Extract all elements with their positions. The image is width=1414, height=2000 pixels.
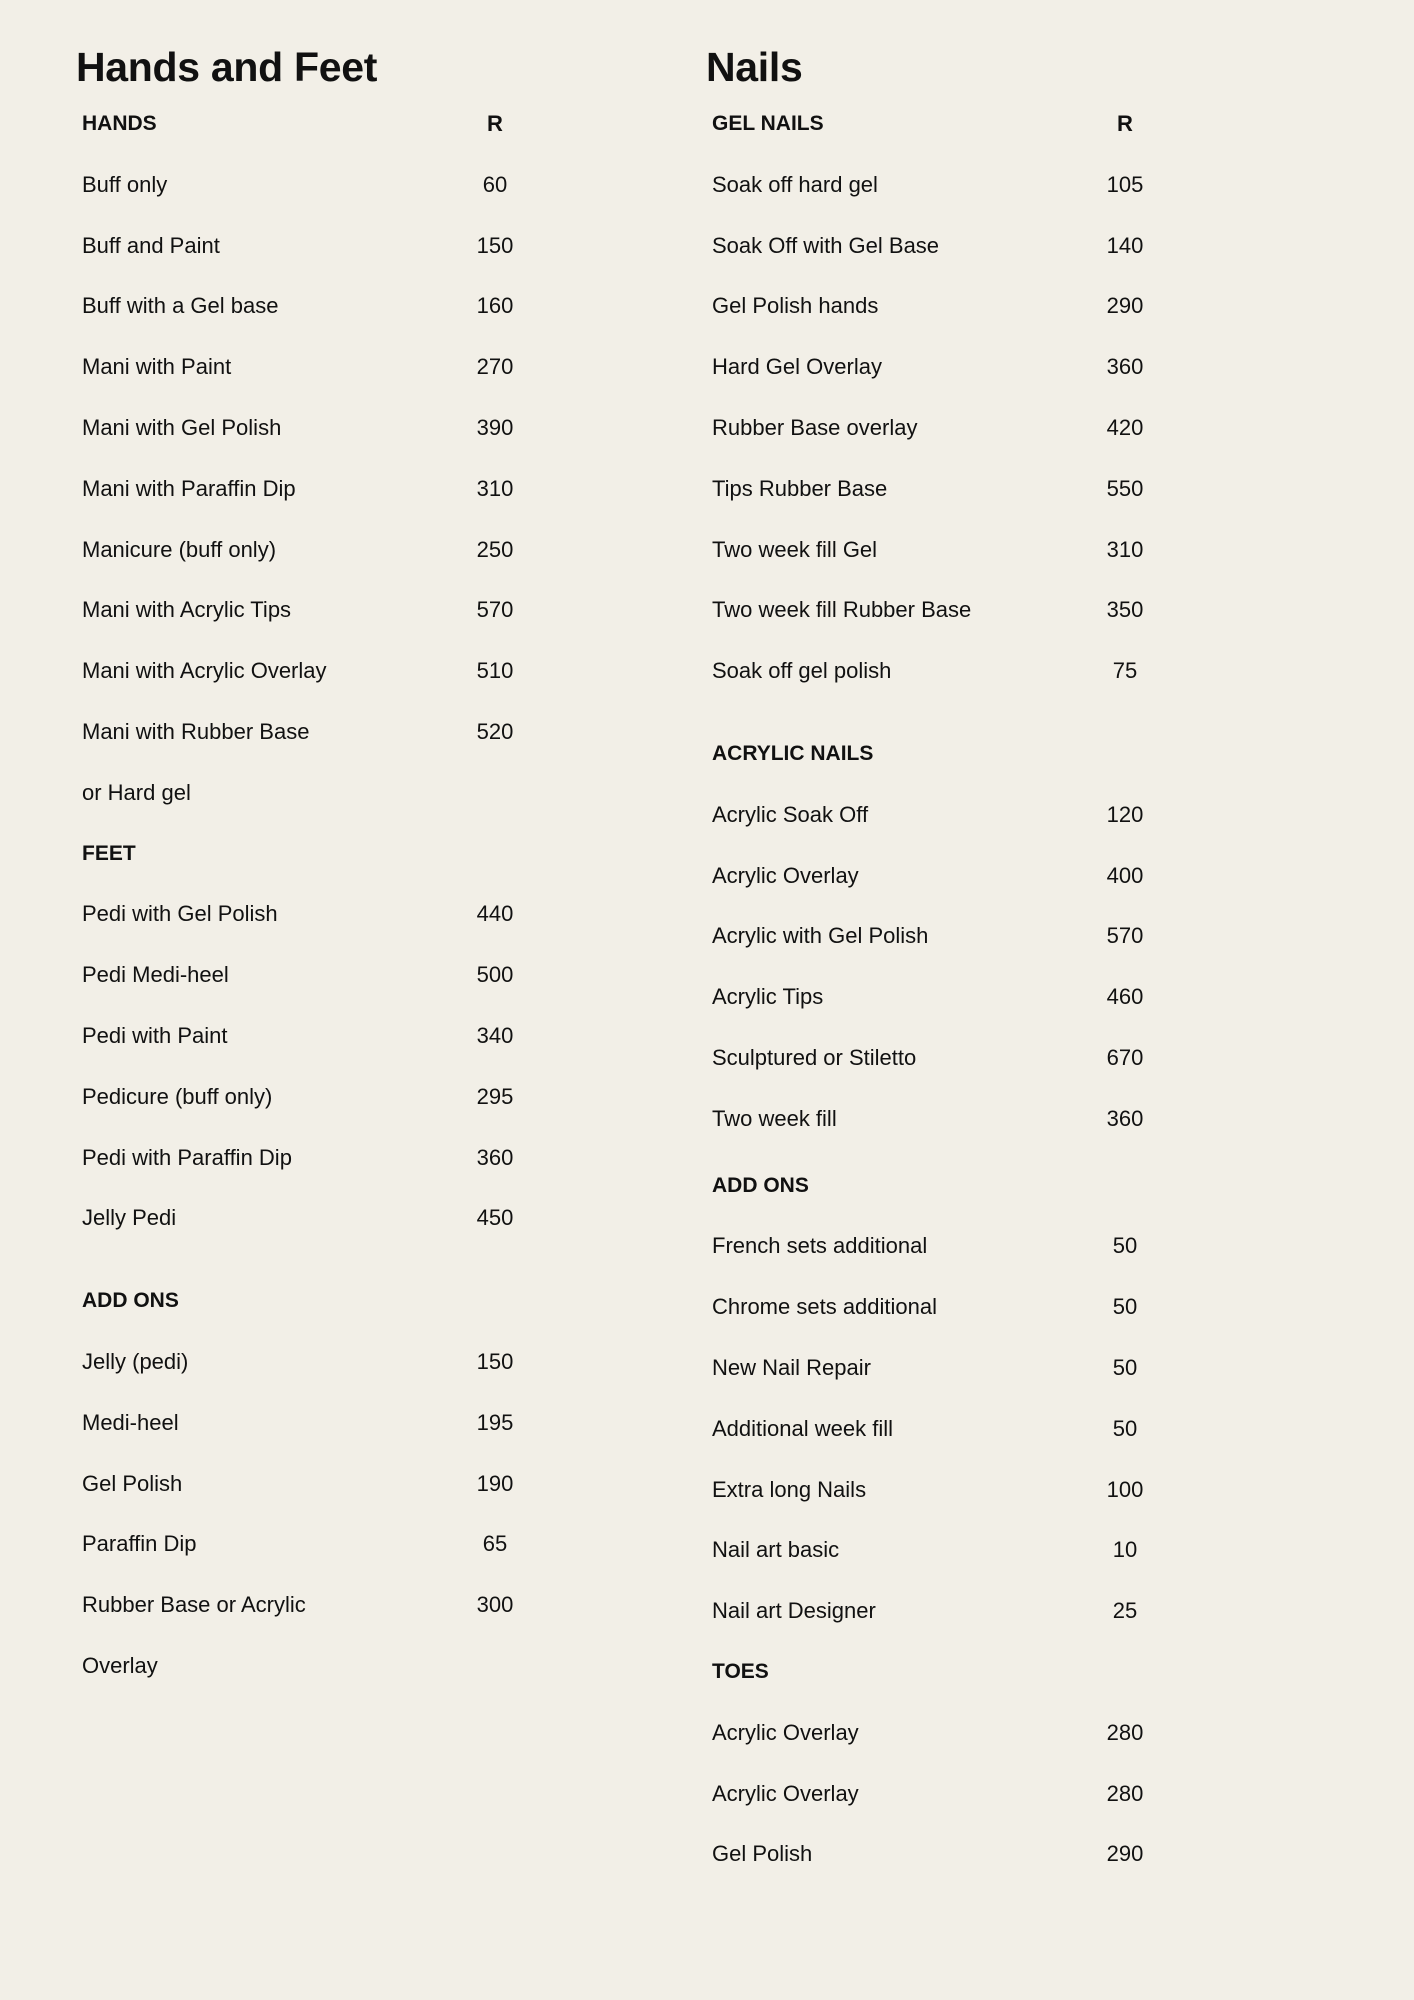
service-name: Soak Off with Gel Base	[712, 232, 940, 258]
service-price: 65	[482, 1531, 508, 1557]
category-heading: ADD ONS	[712, 1173, 809, 1197]
category-heading: FEET	[82, 841, 136, 865]
service-price: 460	[1106, 984, 1144, 1010]
service-price: 360	[1106, 1105, 1144, 1131]
service-price: 150	[476, 232, 514, 258]
service-name: Acrylic Soak Off	[712, 801, 869, 827]
service-name: Jelly (pedi)	[82, 1349, 189, 1374]
service-price: 500	[476, 962, 514, 988]
service-price: 420	[1106, 415, 1144, 440]
service-price: 520	[476, 719, 514, 744]
service-name: Gel Polish	[712, 1841, 813, 1867]
service-name: Acrylic with Gel Polish	[712, 923, 929, 949]
category-heading: HANDS	[82, 112, 157, 135]
service-price: 670	[1106, 1045, 1144, 1070]
service-price: 310	[1106, 536, 1144, 562]
service-name: Two week fill Rubber Base	[712, 597, 972, 623]
service-name: Nail art basic	[712, 1537, 840, 1563]
service-price: 390	[476, 415, 514, 440]
service-name: Mani with Paraffin Dip	[82, 475, 296, 501]
service-name: Buff and Paint	[82, 232, 220, 258]
service-name: Mani with Gel Polish	[82, 415, 282, 440]
service-price: 340	[476, 1023, 514, 1048]
section-title-hands-and-feet: Hands and Feet	[76, 44, 378, 90]
service-price: 280	[1106, 1780, 1144, 1806]
section-title-nails: Nails	[706, 44, 803, 90]
service-name: Pedi Medi-heel	[82, 962, 229, 988]
service-name: Two week fill	[712, 1105, 837, 1131]
service-price: 25	[1112, 1598, 1138, 1624]
service-name: French sets additional	[712, 1233, 928, 1259]
service-name: New Nail Repair	[712, 1355, 871, 1380]
service-name: Medi-heel	[82, 1409, 179, 1435]
service-name: Soak off gel polish	[712, 658, 892, 684]
service-name: Gel Polish hands	[712, 293, 879, 319]
service-name: Rubber Base or Acrylic	[82, 1592, 306, 1618]
service-name: Pedi with Paraffin Dip	[82, 1144, 292, 1170]
service-name: Gel Polish	[82, 1470, 183, 1496]
service-name: or Hard gel	[82, 779, 191, 805]
service-price: 50	[1112, 1294, 1138, 1320]
service-price: 290	[1106, 293, 1144, 319]
service-name: Overlay	[82, 1653, 158, 1678]
service-price: 50	[1112, 1233, 1138, 1259]
service-name: Buff only	[82, 171, 168, 197]
service-price: 100	[1106, 1476, 1144, 1502]
service-price: 50	[1112, 1415, 1138, 1441]
service-price: 160	[476, 293, 514, 319]
category-heading: ACRYLIC NAILS	[712, 742, 874, 765]
service-name: Sculptured or Stiletto	[712, 1045, 917, 1070]
service-price: 570	[476, 597, 514, 623]
service-name: Buff with a Gel base	[82, 293, 279, 319]
service-price: 400	[1106, 862, 1144, 888]
service-price: 510	[476, 658, 514, 684]
service-price: 10	[1112, 1537, 1138, 1563]
service-price: 280	[1106, 1719, 1144, 1745]
service-price: 450	[476, 1205, 514, 1231]
service-name: Extra long Nails	[712, 1476, 867, 1502]
service-price: 150	[476, 1349, 514, 1374]
service-price: 195	[476, 1409, 514, 1435]
service-name: Acrylic Tips	[712, 984, 824, 1010]
service-price: 295	[476, 1083, 514, 1109]
service-price: 360	[1106, 354, 1144, 380]
service-price: 140	[1106, 232, 1144, 258]
service-name: Mani with Acrylic Tips	[82, 597, 292, 623]
service-price: 105	[1106, 171, 1144, 197]
service-price: 50	[1112, 1355, 1138, 1380]
service-name: Pedi with Gel Polish	[82, 901, 278, 927]
service-price: 120	[1106, 801, 1144, 827]
service-name: Mani with Acrylic Overlay	[82, 658, 327, 684]
service-price: 250	[476, 536, 514, 562]
service-name: Jelly Pedi	[82, 1205, 177, 1231]
service-name: Chrome sets additional	[712, 1294, 938, 1320]
category-heading: GEL NAILS	[712, 112, 824, 135]
service-name: Tips Rubber Base	[712, 475, 888, 501]
service-price: 300	[476, 1592, 514, 1618]
service-name: Mani with Paint	[82, 354, 232, 380]
service-price: 270	[476, 354, 514, 380]
service-price: 190	[476, 1470, 514, 1496]
service-name: Acrylic Overlay	[712, 1719, 859, 1745]
service-name: Soak off hard gel	[712, 171, 878, 197]
currency-heading: R	[1117, 111, 1133, 136]
service-price: 360	[476, 1144, 514, 1170]
service-price: 290	[1106, 1841, 1144, 1867]
service-price: 440	[476, 901, 514, 927]
service-price: 570	[1106, 923, 1144, 949]
service-name: Rubber Base overlay	[712, 415, 918, 440]
service-name: Pedi with Paint	[82, 1023, 228, 1048]
service-name: Mani with Rubber Base	[82, 719, 310, 744]
service-price: 350	[1106, 597, 1144, 623]
service-name: Nail art Designer	[712, 1598, 876, 1624]
service-name: Paraffin Dip	[82, 1531, 197, 1557]
category-heading: ADD ONS	[82, 1289, 179, 1313]
service-name: Pedicure (buff only)	[82, 1083, 273, 1109]
service-price: 310	[476, 475, 514, 501]
service-price: 75	[1112, 658, 1138, 684]
service-name: Additional week fill	[712, 1415, 893, 1441]
service-name: Hard Gel Overlay	[712, 354, 882, 380]
category-heading: TOES	[712, 1660, 769, 1683]
service-name: Manicure (buff only)	[82, 536, 277, 562]
service-price: 550	[1106, 475, 1144, 501]
service-name: Acrylic Overlay	[712, 862, 859, 888]
service-price: 60	[482, 171, 508, 197]
service-name: Two week fill Gel	[712, 536, 878, 562]
currency-heading: R	[487, 111, 503, 136]
service-name: Acrylic Overlay	[712, 1780, 859, 1806]
